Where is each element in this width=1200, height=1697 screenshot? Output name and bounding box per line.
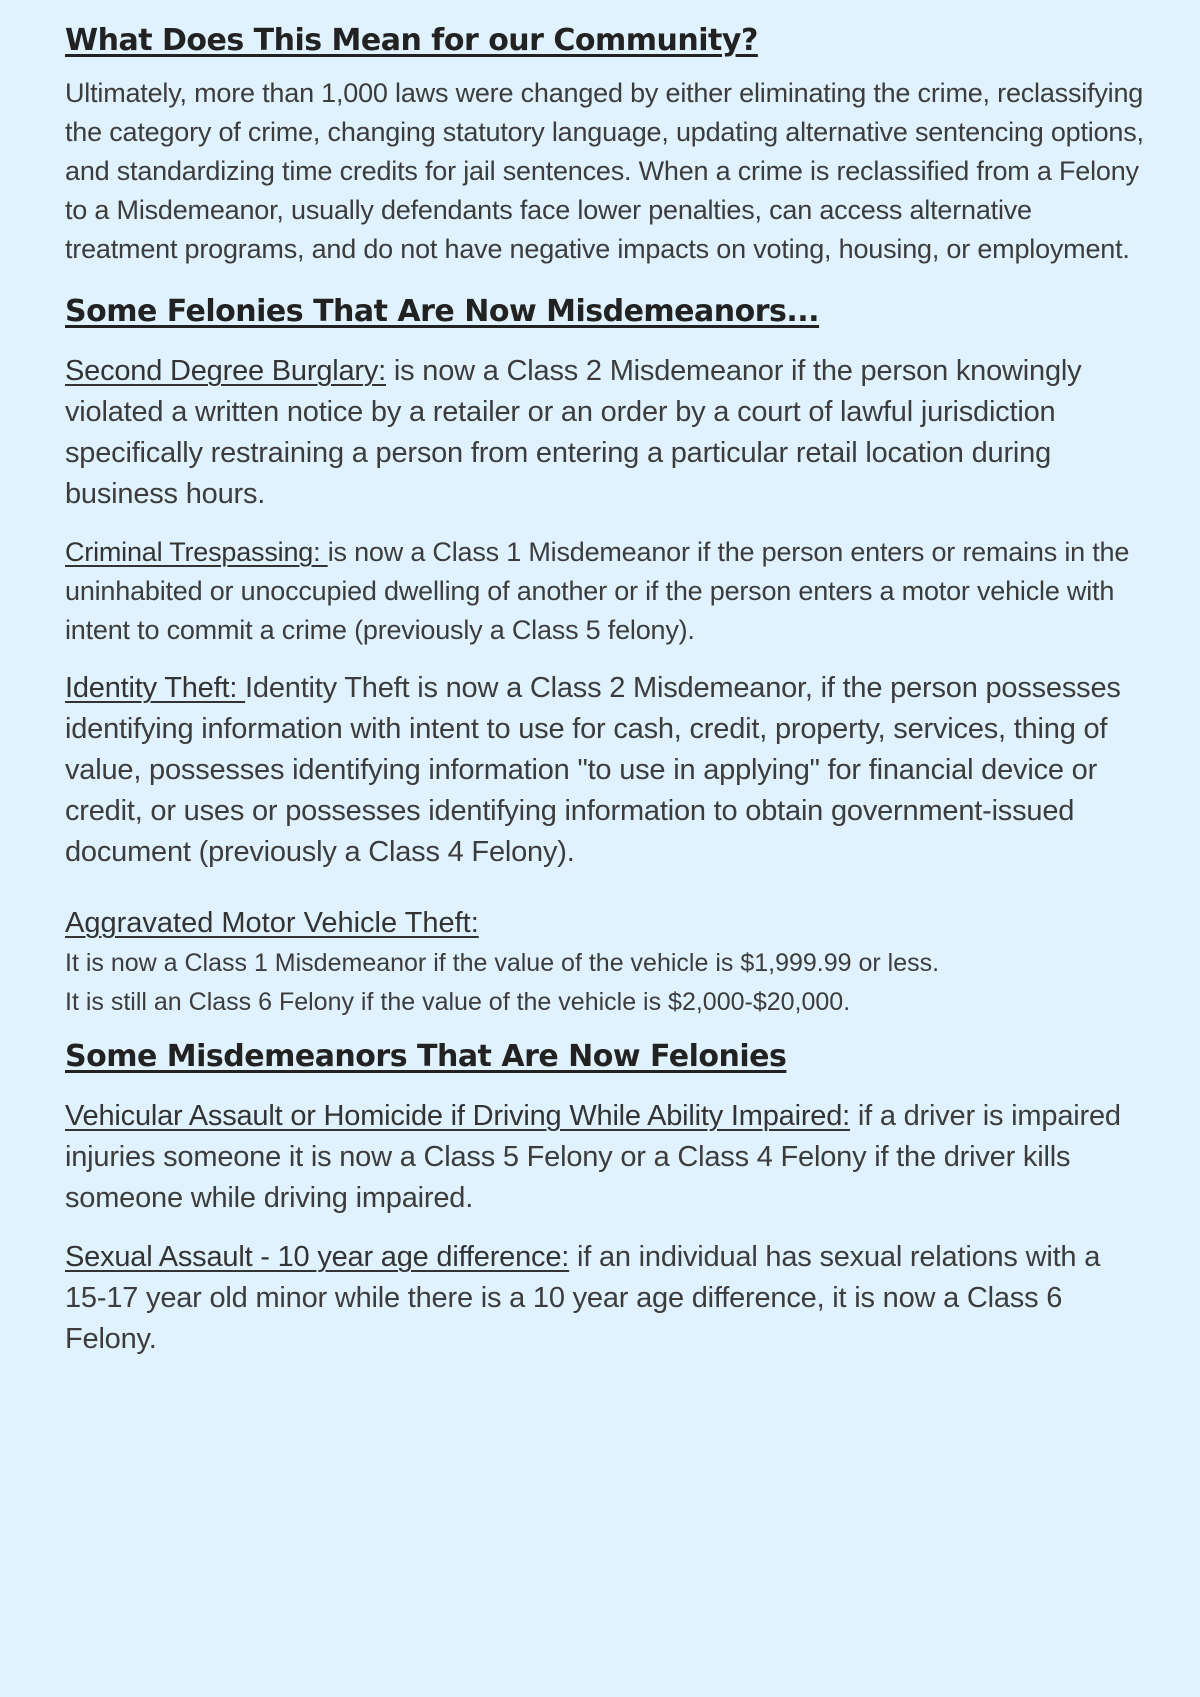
entry-vehicular-assault (65, 1096, 1145, 1219)
entry-text: Identity Theft is now a Class 2 Misdemeanor, if the person possesses identifying information with intent to use for cash, credit, property, services, thing of value, possesses identifying information "to use in applying" for financial device or credit, or uses or possesses identifying information to obtain government-issued document (previously a Class 4 Felony). (65, 672, 1121, 868)
misdemeanors-to-felonies-heading: Some Misdemeanors That Are Now Felonies (65, 1039, 787, 1074)
entry-text: is now a Class 2 Misdemeanor if the person knowingly violated a written notice by a retailer or an order by a court of lawful jurisdiction specifically restraining a person from entering a particular retail location during business hours. (65, 355, 1082, 510)
entry-line: It is still an Class 6 Felony if the value of the vehicle is $2,000-$20,000. (65, 988, 851, 1016)
entry-line: It is now a Class 1 Misdemeanor if the value of the vehicle is $1,999.99 or less. (65, 949, 940, 977)
entry-term: Identity Theft: (65, 672, 246, 704)
felonies-to-misdemeanors-heading: Some Felonies That Are Now Misdemeanors... (65, 294, 820, 329)
entry-term: Aggravated Motor Vehicle Theft: (65, 907, 479, 939)
community-heading: What Does This Mean for our Community? (65, 23, 758, 58)
entry-term: Sexual Assault - 10 year age difference: (65, 1241, 570, 1273)
entry-term: Vehicular Assault or Homicide if Driving While Ability Impaired: (65, 1100, 851, 1132)
entry-text: is now a Class 1 Misdemeanor if the person enters or remains in the uninhabited or unoccupied dwelling of another or if the person enters a motor vehicle with intent to commit a crime (previously a Class 5 felony). (65, 537, 1130, 645)
entry-term: Criminal Trespassing: (65, 537, 328, 567)
entry-identity-theft (65, 668, 1145, 873)
community-intro: Ultimately, more than 1,000 laws were changed by either eliminating the crime, reclassifying the category of crime, changing statutory language, updating alternative sentencing options, and standardizing time credits for jail sentences. When a crime is reclassified from a Felony to a Misdemeanor, usually defendants face lower penalties, can access alternative treatment programs, and do not have negative impacts on voting, housing, or employment. (65, 78, 1144, 264)
entry-second-degree-burglary (65, 351, 1145, 515)
entry-sexual-assault (65, 1237, 1145, 1360)
entry-text: if a driver is impaired injuries someone it is now a Class 5 Felony or a Class 4 Felony if the driver kills someone while driving impaired. (65, 1100, 1121, 1214)
entry-criminal-trespassing (65, 533, 1145, 650)
entry-text: if an individual has sexual relations with a 15-17 year old minor while there is a 10 year age difference, it is now a Class 6 Felony. (65, 1241, 1101, 1355)
entry-term: Second Degree Burglary: (65, 355, 387, 387)
entry-aggravated-motor-vehicle-theft (65, 903, 1145, 1022)
